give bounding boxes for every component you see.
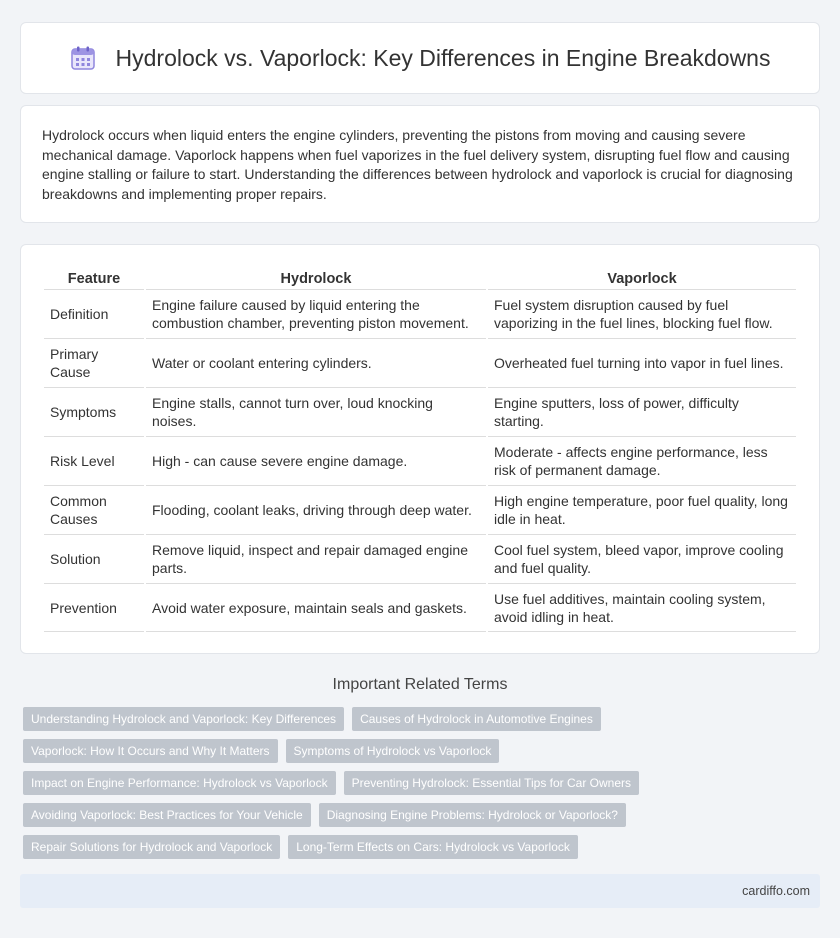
intro-text: Hydrolock occurs when liquid enters the engine cylinders, preventing the pistons from moving and causing severe mechanical damage. Vaporlock happens when fuel vaporizes in the fuel delivery system, disrupting fuel flow and causing engine stalling or failure to start. Understanding the differences between hydrolock and vaporlock is crucial for diagnosing breakdowns and implementing proper repairs. bbox=[42, 127, 793, 202]
vaporlock-cell: Use fuel additives, maintain cooling system, avoid idling in heat. bbox=[488, 583, 796, 632]
related-term-tag[interactable]: Vaporlock: How It Occurs and Why It Matters bbox=[23, 739, 278, 763]
table-row bbox=[44, 338, 796, 387]
related-term-tag[interactable]: Causes of Hydrolock in Automotive Engines bbox=[352, 707, 601, 731]
table-row bbox=[44, 436, 796, 485]
table-row bbox=[44, 387, 796, 436]
vaporlock-cell: Engine sputters, loss of power, difficulty starting. bbox=[488, 387, 796, 436]
hydrolock-cell: Engine failure caused by liquid entering the combustion chamber, preventing piston movement. bbox=[146, 289, 486, 338]
comparison-table bbox=[42, 263, 798, 632]
table-row bbox=[44, 485, 796, 534]
header-hydrolock: Hydrolock bbox=[280, 271, 352, 287]
related-terms-tags bbox=[23, 707, 823, 867]
header-vaporlock: Vaporlock bbox=[607, 271, 677, 287]
feature-cell: Symptoms bbox=[44, 387, 144, 436]
tag-row bbox=[23, 707, 823, 731]
tag-row bbox=[23, 739, 823, 763]
vaporlock-cell: High engine temperature, poor fuel quality, long idle in heat. bbox=[488, 485, 796, 534]
hydrolock-cell: Water or coolant entering cylinders. bbox=[146, 338, 486, 387]
feature-cell: Primary Cause bbox=[44, 338, 144, 387]
vaporlock-cell: Overheated fuel turning into vapor in fuel lines. bbox=[488, 338, 796, 387]
header-feature: Feature bbox=[67, 271, 121, 287]
vaporlock-cell: Moderate - affects engine performance, less risk of permanent damage. bbox=[488, 436, 796, 485]
intro-section bbox=[20, 105, 820, 223]
hydrolock-cell: Avoid water exposure, maintain seals and gaskets. bbox=[146, 583, 486, 632]
table-row bbox=[44, 583, 796, 632]
feature-cell: Prevention bbox=[44, 583, 144, 632]
related-terms-title: Important Related Terms bbox=[332, 676, 508, 693]
footer bbox=[20, 874, 820, 908]
hydrolock-cell: Remove liquid, inspect and repair damaged engine parts. bbox=[146, 534, 486, 583]
feature-cell: Solution bbox=[44, 534, 144, 583]
related-term-tag[interactable]: Repair Solutions for Hydrolock and Vaporlock bbox=[23, 835, 280, 859]
related-term-tag[interactable]: Long-Term Effects on Cars: Hydrolock vs Vaporlock bbox=[288, 835, 578, 859]
feature-cell: Common Causes bbox=[44, 485, 144, 534]
tag-row bbox=[23, 835, 823, 859]
related-term-tag[interactable]: Avoiding Vaporlock: Best Practices for Your Vehicle bbox=[23, 803, 311, 827]
hydrolock-cell: Flooding, coolant leaks, driving through deep water. bbox=[146, 485, 486, 534]
table-row bbox=[44, 289, 796, 338]
table-row bbox=[44, 534, 796, 583]
page-title: Hydrolock vs. Vaporlock: Key Differences in Engine Breakdowns bbox=[115, 44, 771, 71]
comparison-table-card bbox=[20, 244, 820, 654]
tag-row bbox=[23, 803, 823, 827]
related-term-tag[interactable]: Impact on Engine Performance: Hydrolock vs Vaporlock bbox=[23, 771, 336, 795]
tag-row bbox=[23, 771, 823, 795]
related-term-tag[interactable]: Preventing Hydrolock: Essential Tips for Car Owners bbox=[344, 771, 639, 795]
vaporlock-cell: Fuel system disruption caused by fuel vaporizing in the fuel lines, blocking fuel flow. bbox=[488, 289, 796, 338]
hydrolock-cell: Engine stalls, cannot turn over, loud knocking noises. bbox=[146, 387, 486, 436]
page-header bbox=[20, 22, 820, 94]
hydrolock-cell: High - can cause severe engine damage. bbox=[146, 436, 486, 485]
feature-cell: Definition bbox=[44, 289, 144, 338]
related-term-tag[interactable]: Understanding Hydrolock and Vaporlock: Key Differences bbox=[23, 707, 344, 731]
feature-cell: Risk Level bbox=[44, 436, 144, 485]
footer-site-link[interactable]: cardiffo.com bbox=[742, 884, 810, 898]
related-term-tag[interactable]: Symptoms of Hydrolock vs Vaporlock bbox=[286, 739, 500, 763]
vaporlock-cell: Cool fuel system, bleed vapor, improve cooling and fuel quality. bbox=[488, 534, 796, 583]
table-header-row bbox=[44, 263, 796, 289]
related-term-tag[interactable]: Diagnosing Engine Problems: Hydrolock or Vaporlock? bbox=[319, 803, 626, 827]
calendar-icon bbox=[70, 45, 96, 71]
